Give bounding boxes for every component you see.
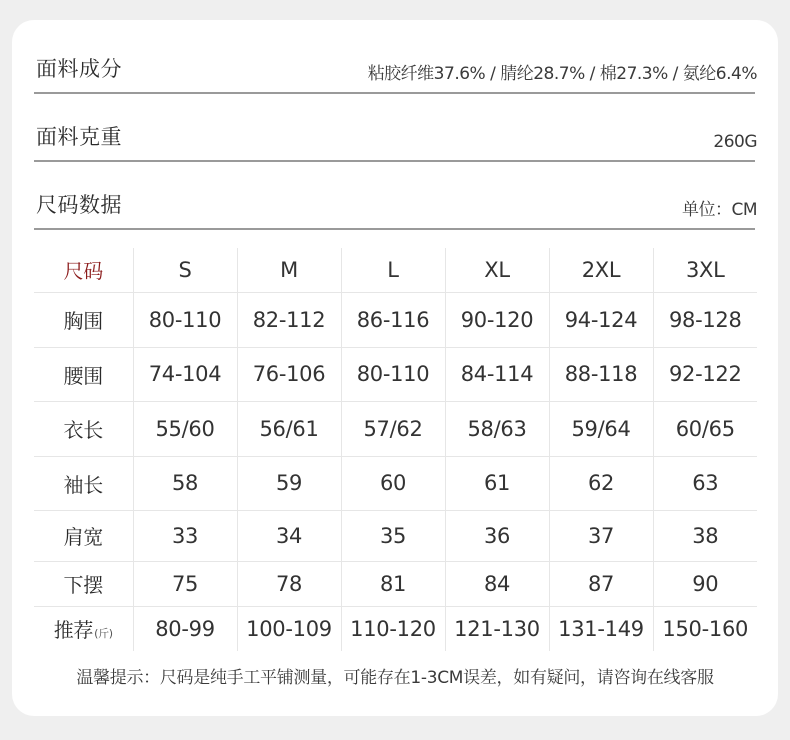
table-row — [34, 510, 757, 561]
table-cell: 33 — [133, 510, 237, 561]
fabric-weight-title: 面料克重 — [36, 125, 122, 149]
table-cell: 90-120 — [445, 292, 549, 347]
table-cell: 60/65 — [653, 401, 757, 456]
table-cell: 110-120 — [341, 606, 445, 651]
size-header-cell: L — [341, 248, 445, 292]
row-label: 腰围 — [34, 347, 133, 401]
table-row — [34, 456, 757, 510]
size-header-cell: M — [237, 248, 341, 292]
table-cell: 63 — [653, 456, 757, 510]
table-cell: 58 — [133, 456, 237, 510]
fabric-weight-section — [34, 118, 755, 162]
table-cell: 55/60 — [133, 401, 237, 456]
table-cell: 80-99 — [133, 606, 237, 651]
size-chart-card — [12, 20, 778, 716]
table-cell: 62 — [549, 456, 653, 510]
table-cell: 57/62 — [341, 401, 445, 456]
table-cell: 84 — [445, 561, 549, 606]
table-cell: 37 — [549, 510, 653, 561]
row-label: 肩宽 — [34, 510, 133, 561]
table-cell: 92-122 — [653, 347, 757, 401]
table-cell: 98-128 — [653, 292, 757, 347]
table-cell: 150-160 — [662, 616, 749, 641]
table-cell: 34 — [237, 510, 341, 561]
table-cell: 94-124 — [549, 292, 653, 347]
size-data-section — [34, 186, 755, 230]
table-row — [34, 606, 757, 651]
fabric-composition-title: 面料成分 — [36, 57, 122, 81]
table-cell: 131-149 — [549, 606, 653, 651]
table-cell: 87 — [549, 561, 653, 606]
table-row — [34, 292, 757, 347]
table-cell: 82-112 — [237, 292, 341, 347]
row-label: 袖长 — [34, 456, 133, 510]
table-cell: 58/63 — [445, 401, 549, 456]
table-cell: 80-110 — [133, 292, 237, 347]
table-cell: 61 — [445, 456, 549, 510]
size-data-unit: 单位：CM — [681, 200, 757, 220]
table-cell: 56/61 — [237, 401, 341, 456]
row-label: 胸围 — [34, 292, 133, 347]
fabric-composition-value: 粘胶纤维37.6% / 腈纶28.7% / 棉27.3% / 氨纶6.4% — [367, 64, 757, 84]
table-cell: 100-109 — [237, 606, 341, 651]
row-label-unit: (斤) — [94, 627, 113, 641]
table-cell: 90 — [653, 561, 757, 606]
table-cell: 121-130 — [445, 606, 549, 651]
table-cell: 75 — [133, 561, 237, 606]
size-header-cell: XL — [445, 248, 549, 292]
size-data-title: 尺码数据 — [36, 193, 122, 217]
table-cell: 78 — [237, 561, 341, 606]
fabric-composition-section — [34, 50, 755, 94]
table-cell: 59/64 — [549, 401, 653, 456]
table-header-row — [34, 248, 757, 292]
row-label-recommended — [34, 606, 133, 651]
row-label: 下摆 — [34, 561, 133, 606]
table-cell: 38 — [653, 510, 757, 561]
fabric-weight-value: 260G — [713, 132, 757, 152]
table-row — [34, 401, 757, 456]
table-cell: 60 — [341, 456, 445, 510]
table-cell: 86-116 — [341, 292, 445, 347]
table-cell: 80-110 — [341, 347, 445, 401]
table-cell: 81 — [341, 561, 445, 606]
measurement-note: 温馨提示：尺码是纯手工平铺测量，可能存在1-3CM误差，如有疑问，请咨询在线客服 — [76, 668, 714, 688]
row-label: 衣长 — [34, 401, 133, 456]
table-cell: 76-106 — [237, 347, 341, 401]
table-row — [34, 561, 757, 606]
size-table — [34, 248, 757, 651]
size-header-cell: 3XL — [653, 248, 757, 292]
table-cell: 74-104 — [133, 347, 237, 401]
size-header-label: 尺码 — [34, 248, 133, 292]
table-cell: 36 — [445, 510, 549, 561]
size-header-cell: S — [133, 248, 237, 292]
table-cell: 88-118 — [549, 347, 653, 401]
table-row — [34, 347, 757, 401]
size-header-cell: 2XL — [549, 248, 653, 292]
row-label: 推荐 — [53, 618, 94, 643]
table-cell: 84-114 — [445, 347, 549, 401]
table-cell: 35 — [341, 510, 445, 561]
table-cell: 59 — [237, 456, 341, 510]
